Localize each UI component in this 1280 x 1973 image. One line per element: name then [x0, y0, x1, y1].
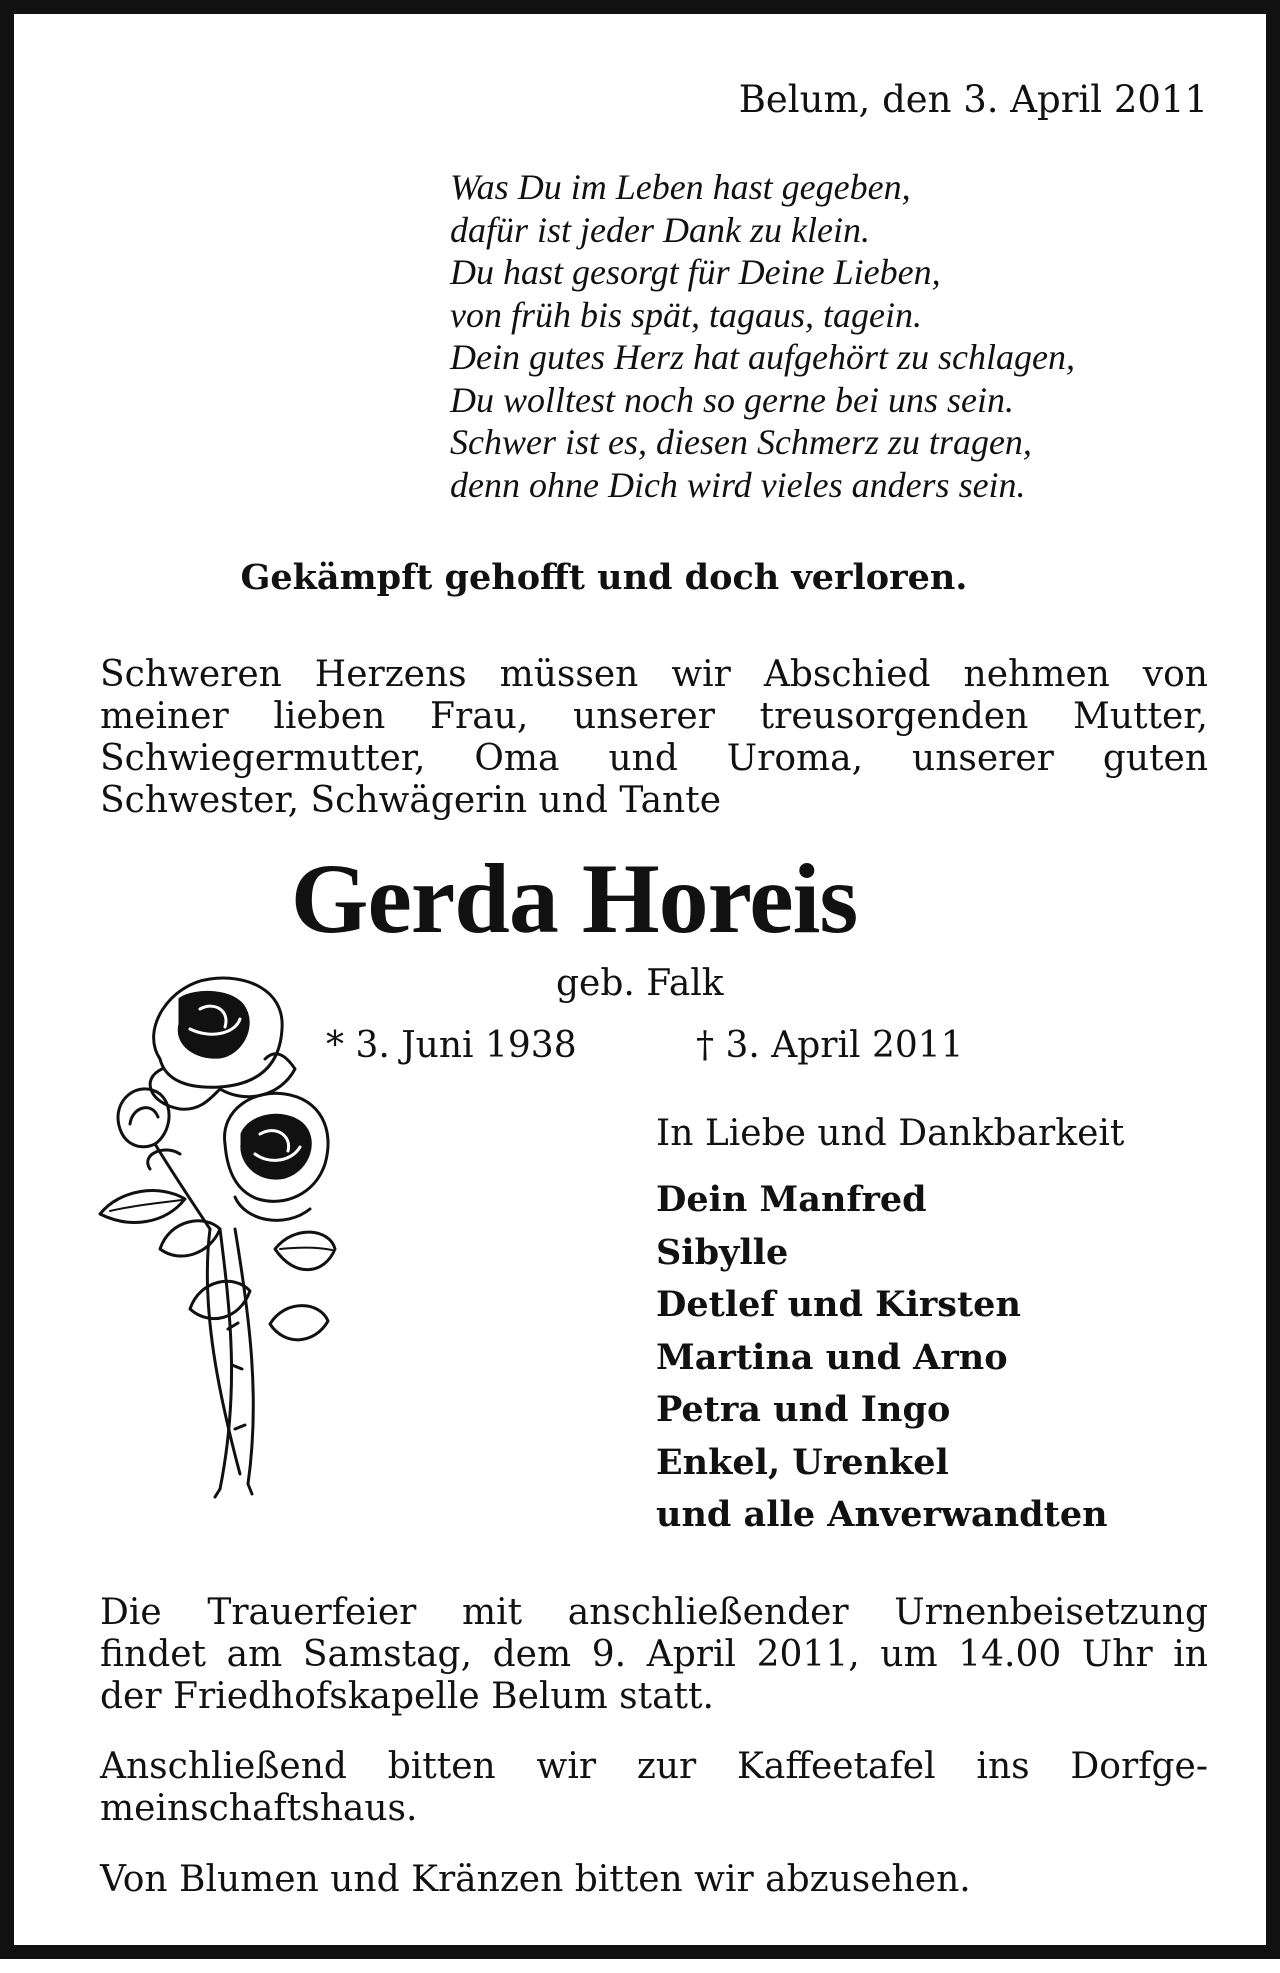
rose-bouquet-icon: [70, 929, 338, 1499]
service-line: der Friedhofskapelle Belum statt.: [100, 1676, 714, 1717]
service-paragraph: [100, 1592, 1208, 1718]
poem-line: Du wolltest noch so gerne bei uns sein.: [450, 379, 1014, 420]
signoff: In Liebe und Dankbarkeit: [656, 1113, 1125, 1154]
signer: Petra und Ingo: [656, 1389, 951, 1430]
reception-line: Anschließend bitten wir zur Kaffeetafel ins Dorfge-: [100, 1746, 1208, 1787]
intro-line: Schweren Herzens müssen wir Abschied nehmen von: [100, 654, 1208, 695]
signer: Dein Manfred: [656, 1179, 927, 1220]
flowers-note: Von Blumen und Kränzen bitten wir abzusehen.: [100, 1859, 971, 1900]
birth-date: * 3. Juni 1938: [326, 1025, 577, 1066]
signer: Detlef und Kirsten: [656, 1284, 1021, 1325]
poem-line: von früh bis spät, tagaus, tagein.: [450, 294, 923, 335]
poem-line: Dein gutes Herz hat aufgehört zu schlagen,: [450, 337, 1075, 377]
service-line: findet am Samstag, dem 9. April 2011, um 14.00 Uhr in: [100, 1634, 1208, 1675]
obituary-notice: [100, 14, 1208, 1973]
intro-line: Schwiegermutter, Oma und Uroma, unserer guten: [100, 738, 1208, 779]
signers-list: [656, 1174, 1108, 1542]
signer: Enkel, Urenkel: [656, 1441, 949, 1483]
poem-line: Was Du im Leben hast gegeben,: [450, 167, 911, 207]
place-date: Belum, den 3. April 2011: [738, 78, 1208, 121]
motto: Gekämpft gehofft und doch verloren.: [240, 557, 968, 598]
poem-line: Schwer ist es, diesen Schmerz zu tragen,: [450, 422, 1032, 462]
service-line: Die Trauerfeier mit anschließender Urnenbeisetzung: [100, 1592, 1208, 1633]
memorial-poem: [450, 166, 1075, 506]
signer: Martina und Arno: [656, 1336, 1008, 1378]
poem-line: dafür ist jeder Dank zu klein.: [450, 209, 870, 250]
maiden-name: geb. Falk: [556, 963, 724, 1004]
intro-line: meiner lieben Frau, unserer treusorgenden Mutter,: [100, 696, 1208, 737]
poem-line: Du hast gesorgt für Deine Lieben,: [450, 252, 941, 292]
deceased-name: Gerda Horeis: [290, 843, 858, 954]
poem-line: denn ohne Dich wird vieles anders sein.: [450, 464, 1026, 505]
intro-line: Schwester, Schwägerin und Tante: [100, 780, 721, 821]
death-date: † 3. April 2011: [696, 1025, 964, 1066]
signer: Sibylle: [656, 1231, 789, 1273]
signer: und alle Anverwandten: [656, 1494, 1108, 1535]
reception-paragraph: [100, 1746, 1208, 1830]
intro-paragraph: [100, 654, 1208, 822]
reception-line: meinschaftshaus.: [100, 1788, 418, 1829]
